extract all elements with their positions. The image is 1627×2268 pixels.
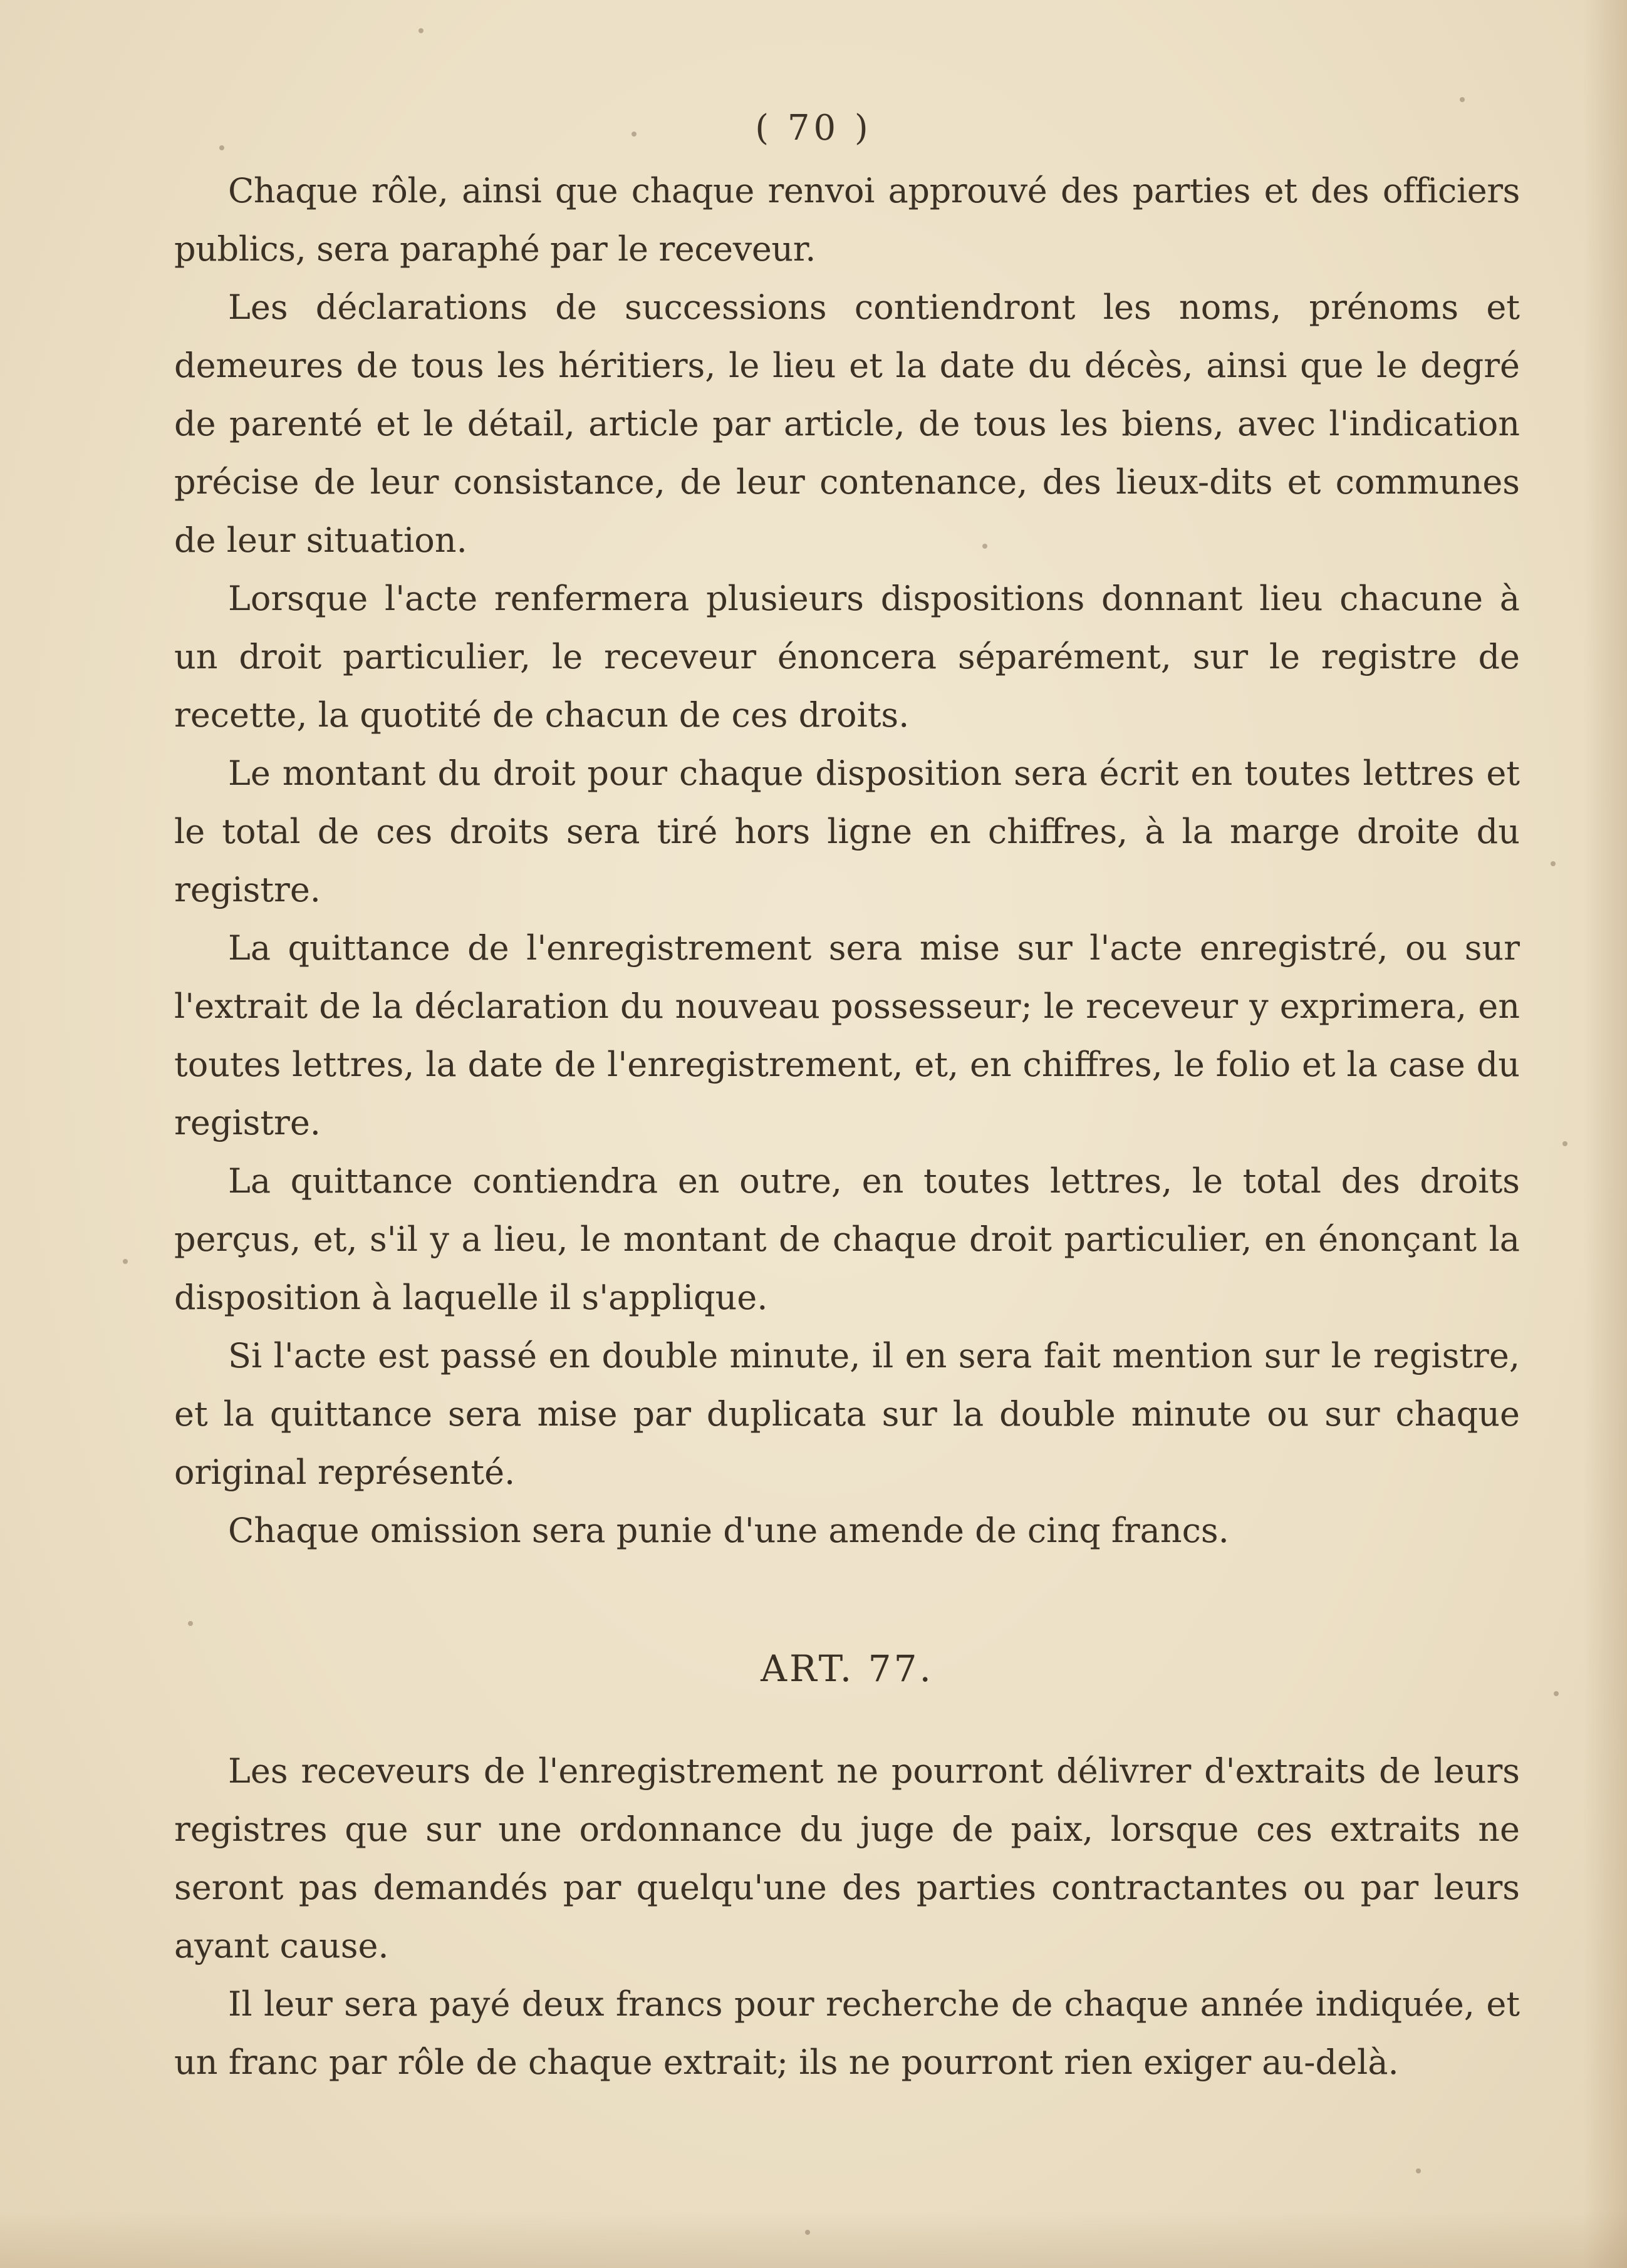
page-edge-shadow-right bbox=[1583, 0, 1627, 2268]
paper-speck bbox=[1460, 97, 1465, 102]
article-heading bbox=[174, 1640, 1520, 1698]
paragraph: Lorsque l'acte renfermera plusieurs dispositions donnant lieu chacune à un droit particulier, le receveur énoncera séparément, sur le registre de recette, la quotité de chacun de ces droits. bbox=[174, 579, 1520, 735]
paragraph: Les receveurs de l'enregistrement ne pourront délivrer d'extraits de leurs registres que sur une ordonnance du juge de paix, lorsque ces extraits ne seront pas demandés par quelqu'une des parties contractantes ou par leurs ayant cause. bbox=[174, 1751, 1520, 1965]
paragraph: Les déclarations de successions contiendront les noms, prénoms et demeures de tous les héritiers, le lieu et la date du décès, ainsi que le degré de parenté et le détail, article par article, de tous les biens, avec l'indication précise de leur consistance, de leur contenance, des lieux-dits et communes de leur situation. bbox=[174, 287, 1520, 560]
paragraph: La quittance de l'enregistrement sera mise sur l'acte enregistré, ou sur l'extrait de la déclaration du nouveau possesseur; le receveur y exprimera, en toutes lettres, la date de l'enregistrement, et, en chiffres, le folio et la case du registre. bbox=[174, 928, 1520, 1142]
paper-speck bbox=[1554, 1691, 1559, 1696]
paper-speck bbox=[1562, 1141, 1567, 1146]
paragraph: Si l'acte est passé en double minute, il en sera fait mention sur le registre, et la quittance sera mise par duplicata sur la double minute ou sur chaque original représenté. bbox=[174, 1336, 1520, 1492]
paragraph: La quittance contiendra en outre, en toutes lettres, le total des droits perçus, et, s'il y a lieu, le montant de chaque droit particulier, en énonçant la disposition à laquelle il s'applique. bbox=[174, 1161, 1520, 1317]
paragraph: Il leur sera payé deux francs pour recherche de chaque année indiquée, et un franc par rôle de chaque extrait; ils ne pourront rien exiger au-delà. bbox=[174, 1984, 1520, 2082]
paper-speck bbox=[1416, 2168, 1421, 2173]
paper-speck bbox=[805, 2230, 810, 2235]
page-number: ( 70 ) bbox=[755, 108, 872, 148]
paper-speck bbox=[418, 28, 424, 33]
paper-speck bbox=[1551, 861, 1556, 866]
article-heading-text: ART. 77. bbox=[761, 1647, 933, 1690]
page-edge-shadow-bottom bbox=[0, 2212, 1627, 2268]
paragraph: Le montant du droit pour chaque disposition sera écrit en toutes lettres et le total de ces droits sera tiré hors ligne en chiffres, à la marge droite du registre. bbox=[174, 753, 1520, 909]
paper-speck bbox=[123, 1259, 128, 1264]
paragraph: Chaque rôle, ainsi que chaque renvoi approuvé des parties et des officiers publics, sera paraphé par le receveur. bbox=[174, 171, 1520, 269]
paragraph: Chaque omission sera punie d'une amende de cinq francs. bbox=[228, 1511, 1229, 1550]
body-text bbox=[174, 162, 1520, 2091]
